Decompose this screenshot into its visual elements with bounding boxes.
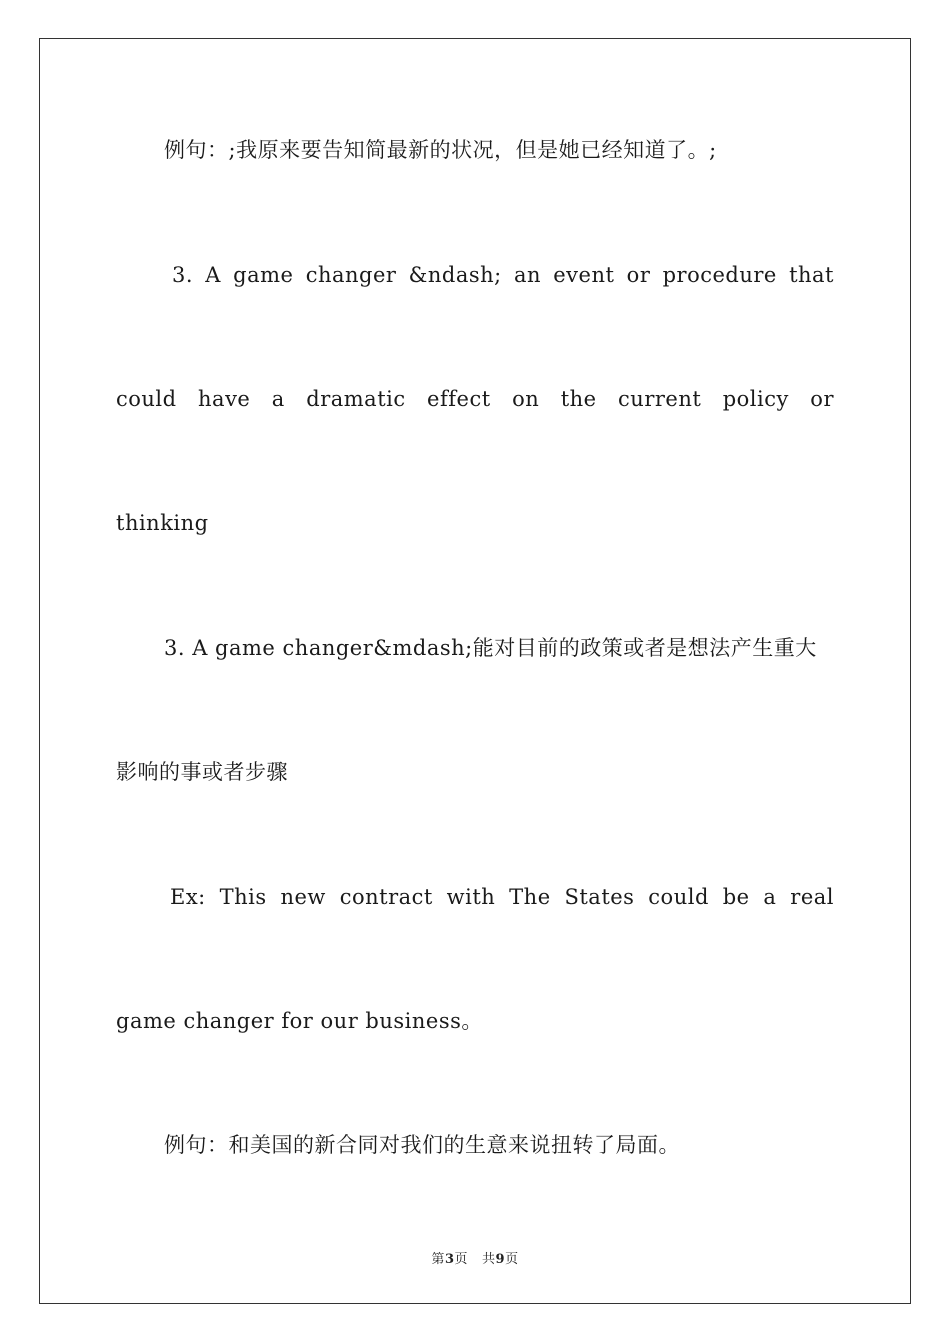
definition-english-line-2: could have a dramatic effect on the current policy or — [116, 387, 834, 411]
footer-page-prefix: 第 — [431, 1252, 445, 1267]
example-sentence-chinese-1: 例句：;我原来要告知简最新的状况，但是她已经知道了。; — [164, 138, 717, 162]
definition-english-line-3: thinking — [116, 511, 209, 535]
example-english-line-2: game changer for our business。 — [116, 1009, 483, 1033]
page-frame — [39, 38, 911, 1304]
definition-chinese-line-1: 3. A game changer&mdash;能对目前的政策或者是想法产生重大 — [164, 636, 817, 660]
footer-page-suffix: 页 — [454, 1252, 468, 1267]
footer-total-prefix: 共 — [482, 1252, 496, 1267]
definition-english-line-1: 3. A game changer &ndash; an event or procedure that — [172, 263, 834, 287]
footer-current-page: 3 — [444, 1252, 455, 1267]
example-sentence-chinese-2: 例句：和美国的新合同对我们的生意来说扭转了局面。 — [164, 1133, 680, 1157]
example-english-line-1: Ex: This new contract with The States could be a real — [170, 885, 834, 909]
footer-total-suffix: 页 — [505, 1252, 519, 1267]
page-footer — [0, 1248, 950, 1267]
definition-chinese-line-2: 影响的事或者步骤 — [116, 760, 288, 784]
footer-total-pages: 9 — [495, 1252, 506, 1267]
